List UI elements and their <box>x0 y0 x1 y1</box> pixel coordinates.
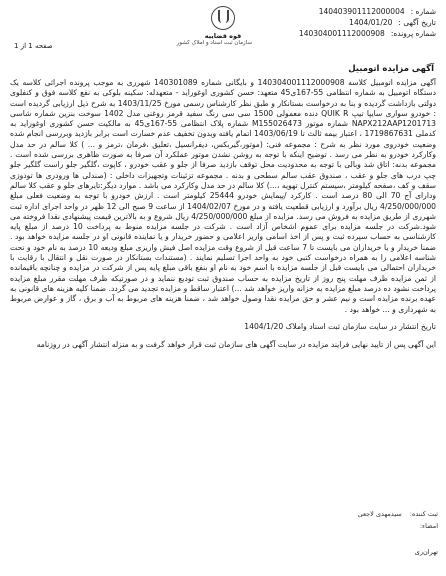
org-subtitle: سازمان ثبت اسناد و املاک کشور <box>176 40 252 46</box>
publication-note: این آگهی پس از تایید نهایی فرایند مزایده در سایت آگهی های سازمان ثبت قرار خواهد گرفت و به منزله انتشار آگهی در روزنامه <box>36 340 436 350</box>
publication-line: تاریخ انتشار در سایت سازمان ثبت اسناد واملاک 1404/1/20 <box>244 322 436 332</box>
notice-body-text: آگهی مزایده اتومبیل کلاسه 140304001112000908 و بایگانی شماره 140301089 شهرری به موجب پرونده اجرائی کلاسه یک دستگاه اتومبیل به شماره انتظامی 55-167ی45 متعهد: حسن کشوری اوغوراید - متعهدله: سکینه بلوکی به نفع کلاسه فوق و کنفلوی دولتی بازداشت گردیده و بنا به درخواست بستانکار و طبق نظر کارشناس رسمی مورخ 1403/11/25 به شرح ذیل ارزیابی گردیده است : خودرو سواری سایپا تیپ QUIK R دنده معمولی 1500 سی سی رنگ سفید قرمز روغنی مدل 1402 سوخت بنزین شماره شاسی NAPX212AAP1201713 شماره موتور M155026473 شماره پلاک انتظامی 55-167ی45 به مالکیت حسن کشوری اوغوراید به کدملی 1719867631 ، اعتبار بیمه ثالث تا 1403/06/19 اتمام یافته وبدون تخفیف عدم خسارت است برابر بازدید وبررسی انجام شده وضعیت خودروی مورد نظر به شرح : مجموعه فنی: (موتور،گیربکس، دیفرانسیل ،تعلیق ،فرمان ،ترمز و ... ) کلا سالم در حد مدل وکارکرد خودرو به نظر می رسد . توضیح اینکه با توجه به روشن نشدن موتور عملکرد آن صرفا به صورت ظاهری بررسی شده است . مجموعه بدنه: اتاق شد وبالی با توجه به محدودیت محل توقف بازدید صرفا از جلو و عقب خودرو ، کاپوت ،گلگیر جلو راست گلگیر جلو چپ درب های جلو و عقب ، صندوق عقب سالم سطحی و بدنه . مجموعه تزئینات وتجهیزات داخلی : (صندلی ها ورودری ها تودوزی سقف و کف ،صفحه کیلومتر ،سیستم کنترل تهویه ،...) کلا سالم در حد مدل وکارکرد می باشد . موارد دیگر:تایرهای جلو و عقب کلا سالم ودارای آج 70 الی 80 درصد است . کارکرد /پیمایش خودرو 25444 کیلومتر است . ارزش خودرو با توجه به وضعیت فعلی مبلغ 4/250/000/000 ریال برآورد و ارزیابی قطعیت یافته و در مورخ 1404/02/07 از ساعت 9 صبح الی 12 ظهر در واحد اجرای اداره ثبت شهرری از طریق مزایده به فروش می رسد. مزایده از مبلغ 4/250/000/000 ریال شروع و به بالاترین قیمت پیشنهادی نقدا فروخته می شود.شرکت در جلسه مزایده برای عموم اشخاص آزاد است . شرکت در جلسه مزایده منوط به پرداخت 10 درصد از مبلغ پایه کارشناسی به حساب سپرده ثبت و پس از اخذ اسامی واریز اعلامی و حضور خریدار و یا نماینده قانونی او در جلسه مزایده خواهد بود . ضمنا خریدار و یا خریداران می بایست تا 7 ساعت قبل از شروع وقت مزایده اصل فیش واریزی مبلغ ودیعه 10 درصد به نام خود و تحت شناسه اعلامی را به همراه درخواست کتبی خود به واحد اجرا تسلیم نمایند . (مستندات بستانکار در صورت نقل و انتقال با رقابت با خریداران احتمالی می بایست قبل از جلسه مزایده با اسم خود به نام او بنفع باقی مبلغ پایه پس از شرکت در مزایده و چنانچه باقیمانده از ثمن مزایده ظرف مهلت پنج روز از تاریخ مزایده به حساب صندوق ثبت تودیع ننماید و در صورتیکه ظرف مهلت مقرر مبلغ مزایده پرداخت نشود ده درصد مبلغ مزایده به خزانه واریز خواهد شد ...) اعتبار ساقط و مزایده تجدید می گردد. ضمنا کلیه هزینه های قانونی به عهده برنده مزایده است و نیم عشر و حق مزایده نقدا وصول خواهد شد ، ضمنا هزینه های مربوط به آب و برق ، گاز و عوارض مربوط به شهرداری و ... خواهد بود . <box>10 78 437 314</box>
registrar-name: سیدمهدی لاجعی <box>357 510 402 518</box>
date-label: تاریخ آگهی : <box>398 18 436 27</box>
meta-case-row <box>299 28 436 39</box>
publication-info <box>10 322 436 350</box>
page-indicator: صفحه 1 از 1 <box>14 42 53 50</box>
notice-meta <box>299 6 436 39</box>
case-label: شماره پرونده: <box>390 29 436 38</box>
registrar-label: ثبت کننده: <box>409 510 438 518</box>
judiciary-emblem <box>176 6 252 46</box>
number-label: شماره : <box>410 7 436 16</box>
meta-date-row <box>299 17 436 28</box>
case-value: 140304001112000908 <box>298 29 385 38</box>
notice-title: آگهی مزایده اتومبیل <box>348 64 434 74</box>
signature-block <box>8 508 438 570</box>
notice-body <box>10 78 436 315</box>
org-title: قوه قضاییه <box>204 32 242 40</box>
emblem-icon <box>211 6 235 30</box>
signature-label: امضاء: <box>419 522 438 530</box>
signature-row <box>358 520 438 532</box>
document-header <box>8 6 438 58</box>
date-value: 1404/01/20 <box>349 18 393 27</box>
meta-number-row <box>299 6 436 17</box>
city-label: تهران‌ری <box>414 548 438 556</box>
signature-fields <box>358 508 438 532</box>
registrar-row <box>358 508 438 520</box>
number-value: 140403901112000004 <box>318 7 405 16</box>
